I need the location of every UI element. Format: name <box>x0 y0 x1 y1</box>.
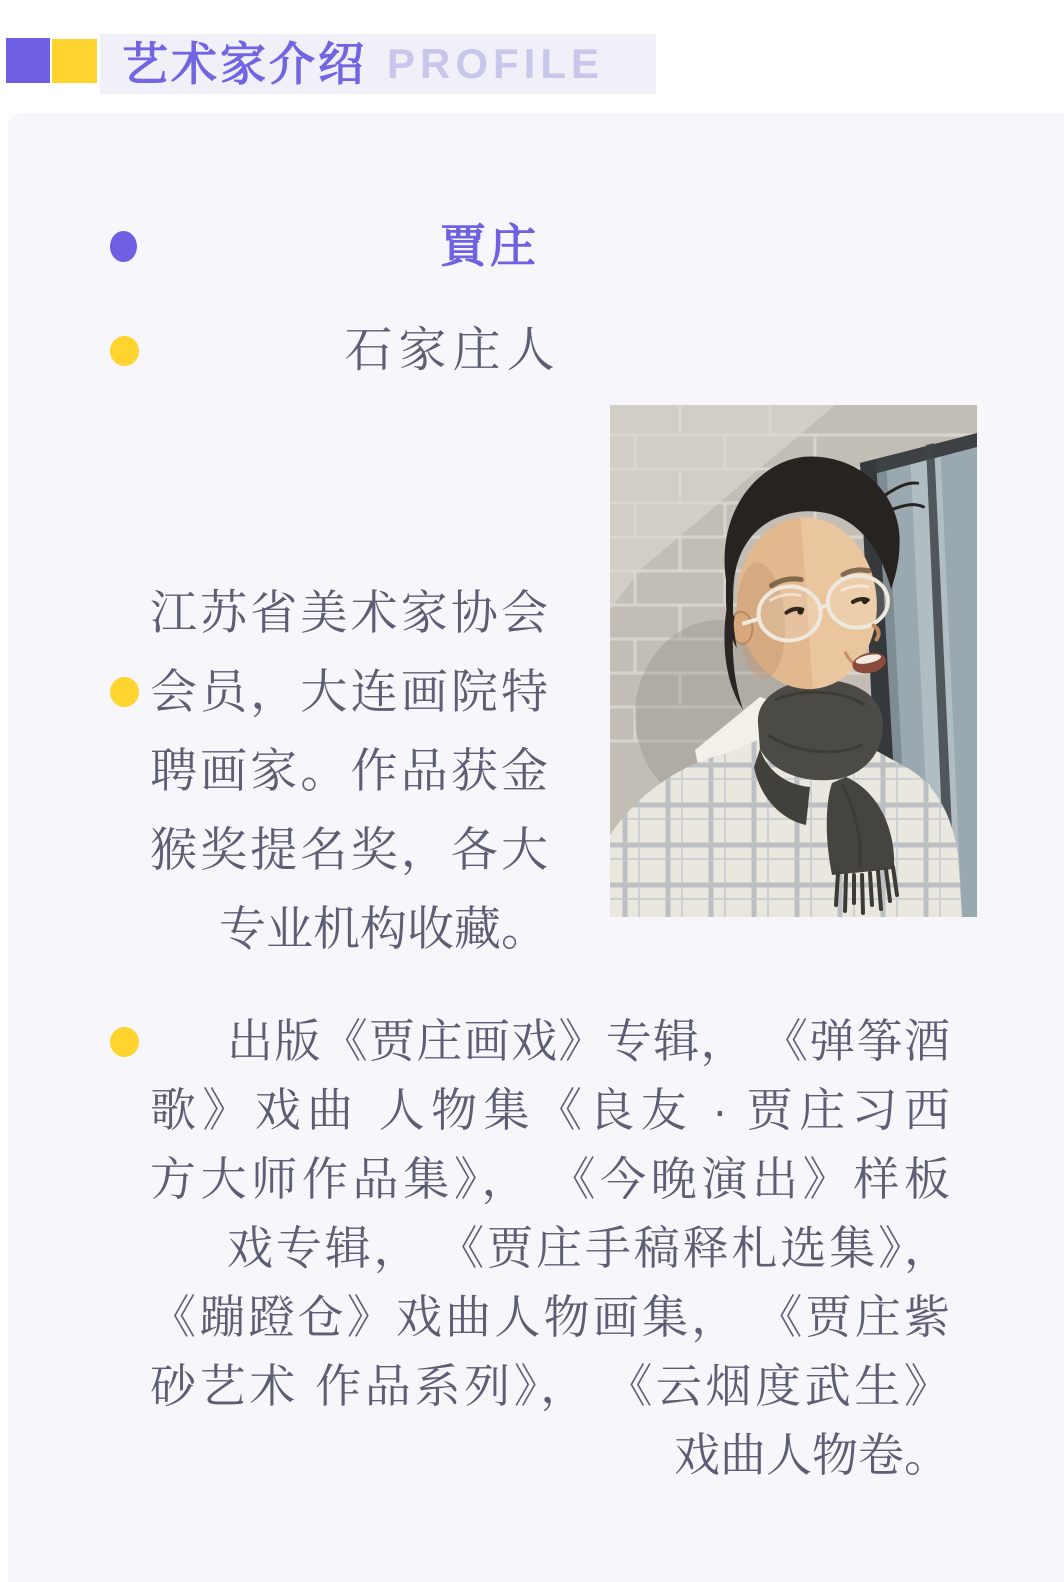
artist-photo[interactable] <box>610 405 977 917</box>
bio2-line: 《蹦蹬仓》戏曲人物画集， 《贾庄紫 <box>150 1291 950 1343</box>
section-header-bar <box>100 34 656 94</box>
bio1-line: 聘画家。作品获金 <box>150 744 548 797</box>
section-title: 艺术家介绍 <box>122 38 367 90</box>
bio1-line: 专业机构收藏。 <box>219 902 548 955</box>
bio2-line: 歌》戏曲 人物集《良友 · 贾庄习西 <box>150 1084 950 1136</box>
bullet-purple-icon <box>110 231 137 262</box>
bio1-line: 江苏省美术家协会 <box>150 586 548 639</box>
bio2-line: 戏专辑， 《贾庄手稿释札选集》， <box>227 1222 950 1274</box>
bio-paragraph-1 <box>150 573 548 968</box>
bio1-line: 会员，大连画院特 <box>150 665 548 718</box>
bio1-line: 猴奖提名奖，各大 <box>150 823 548 876</box>
bio2-line: 砂艺术 作品系列》， 《云烟度武生》 <box>150 1360 950 1412</box>
bio2-line: 方大师作品集》， 《今晚演出》样板 <box>150 1153 950 1205</box>
bullet-yellow-icon <box>110 677 139 707</box>
decor-yellow-square <box>52 39 97 83</box>
decor-purple-square <box>6 38 50 83</box>
artist-name: 賈庄 <box>440 220 540 272</box>
artist-photo-svg <box>610 405 977 917</box>
bullet-yellow-icon <box>110 336 139 366</box>
bio2-line: 出版《贾庄画戏》专辑， 《弹筝酒 <box>227 1015 950 1067</box>
section-subtitle: PROFILE <box>387 40 605 87</box>
bio2-line: 戏曲人物卷。 <box>674 1429 950 1481</box>
bio-paragraph-2 <box>150 1007 950 1490</box>
bullet-yellow-icon <box>110 1027 139 1057</box>
profile-card <box>8 113 1064 1582</box>
artist-origin: 石家庄人 <box>344 324 561 377</box>
